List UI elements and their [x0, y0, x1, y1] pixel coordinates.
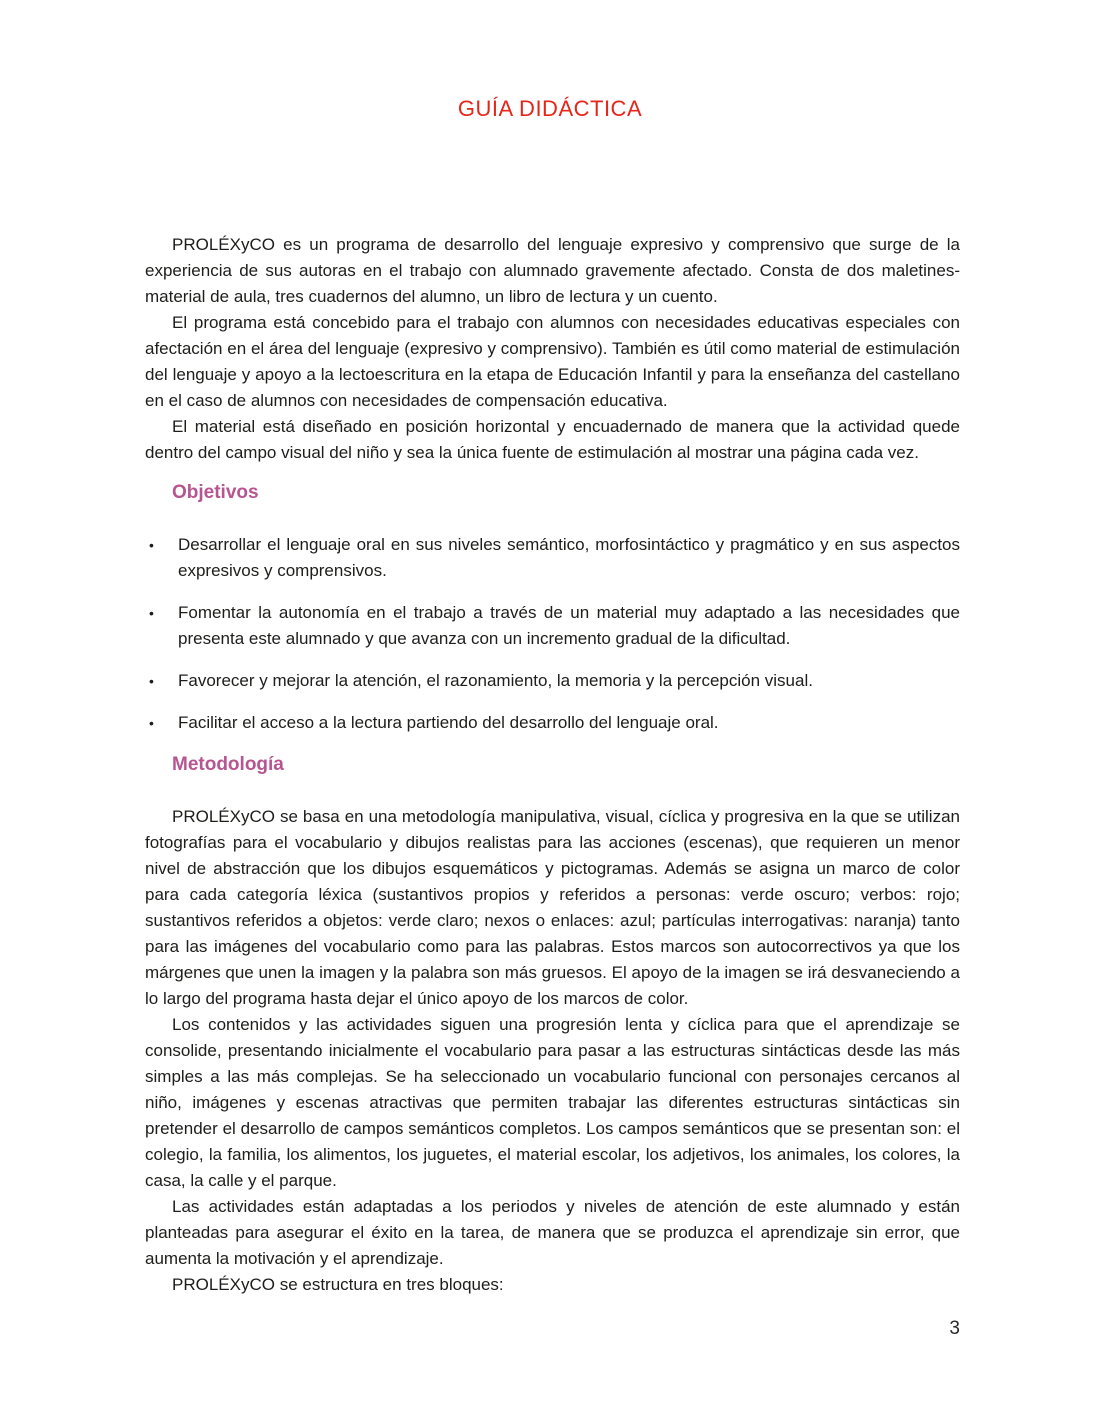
- list-item: [145, 668, 960, 694]
- metodologia-paragraph-2: Los contenidos y las actividades siguen una progresión lenta y cíclica para que el aprendizaje se consolide, presentando inicialmente el vocabulario para pasar a las estructuras sintácticas desde las más simples a las más complejas. Se ha seleccionado un vocabulario funcional con personajes cercanos al niño, imágenes y escenas atractivas que permiten trabajar las diferentes estructuras sintácticas sin pretender el desarrollo de campos semánticos completos. Los campos semánticos que se presentan son: el colegio, la familia, los alimentos, los juguetes, el material escolar, los adjetivos, los animales, los colores, la casa, la calle y el parque.: [145, 1015, 960, 1190]
- intro-paragraph-2: El programa está concebido para el trabajo con alumnos con necesidades educativas especiales con afectación en el área del lenguaje (expresivo y comprensivo). También es útil como material de estimulación del lenguaje y apoyo a la lectoescritura en la etapa de Educación Infantil y para la enseñanza del castellano en el caso de alumnos con necesidades de compensación educativa.: [145, 313, 960, 410]
- list-item-text: Favorecer y mejorar la atención, el razonamiento, la memoria y la percepción visual.: [178, 671, 813, 690]
- bullet-icon: •: [149, 537, 154, 553]
- list-item: [145, 710, 960, 736]
- section-heading-objetivos: Objetivos: [172, 482, 259, 503]
- list-item-text: Fomentar la autonomía en el trabajo a través de un material muy adaptado a las necesidades que presenta este alumnado y que avanza con un incremento gradual de la dificultad.: [178, 603, 960, 648]
- list-item-text: Facilitar el acceso a la lectura partiendo del desarrollo del lenguaje oral.: [178, 713, 719, 732]
- bullet-icon: •: [149, 673, 154, 689]
- bullet-icon: •: [149, 605, 154, 621]
- intro-paragraph-1: PROLÉXyCO es un programa de desarrollo del lenguaje expresivo y comprensivo que surge de la experiencia de sus autoras en el trabajo con alumnado gravemente afectado. Consta de dos maletines-material de aula, tres cuadernos del alumno, un libro de lectura y un cuento.: [145, 235, 960, 306]
- page-title: GUÍA DIDÁCTICA: [457, 96, 643, 121]
- objetivos-bullet-list: [145, 532, 960, 736]
- page-content: [145, 232, 960, 1298]
- list-item-text: Desarrollar el lenguaje oral en sus niveles semántico, morfosintáctico y pragmático y en sus aspectos expresivos y comprensivos.: [178, 535, 960, 580]
- metodologia-paragraph-3: Las actividades están adaptadas a los periodos y niveles de atención de este alumnado y están planteadas para asegurar el éxito en la tarea, de manera que se produzca el aprendizaje sin error, que aumenta la motivación y el aprendizaje.: [145, 1197, 960, 1268]
- bullet-icon: •: [149, 715, 154, 731]
- section-heading-metodologia: Metodología: [172, 754, 284, 775]
- metodologia-paragraph-4: PROLÉXyCO se estructura en tres bloques:: [172, 1275, 504, 1294]
- intro-paragraph-3: El material está diseñado en posición horizontal y encuadernado de manera que la actividad quede dentro del campo visual del niño y sea la única fuente de estimulación al mostrar una página cada vez.: [145, 417, 960, 462]
- page-number: 3: [949, 1318, 960, 1339]
- metodologia-paragraph-1: PROLÉXyCO se basa en una metodología manipulativa, visual, cíclica y progresiva en la que se utilizan fotografías para el vocabulario y dibujos realistas para las acciones (escenas), que requieren un menor nivel de abstracción que los dibujos esquemáticos y pictogramas. Además se asigna un marco de color para cada categoría léxica (sustantivos propios y referidos a personas: verde oscuro; verbos: rojo; sustantivos referidos a objetos: verde claro; nexos o enlaces: azul; partículas interrogativas: naranja) tanto para las imágenes del vocabulario como para las palabras. Estos marcos son autocorrectivos ya que los márgenes que unen la imagen y la palabra son más gruesos. El apoyo de la imagen se irá desvaneciendo a lo largo del programa hasta dejar el único apoyo de los marcos de color.: [145, 807, 960, 1008]
- list-item: [145, 532, 960, 584]
- list-item: [145, 600, 960, 652]
